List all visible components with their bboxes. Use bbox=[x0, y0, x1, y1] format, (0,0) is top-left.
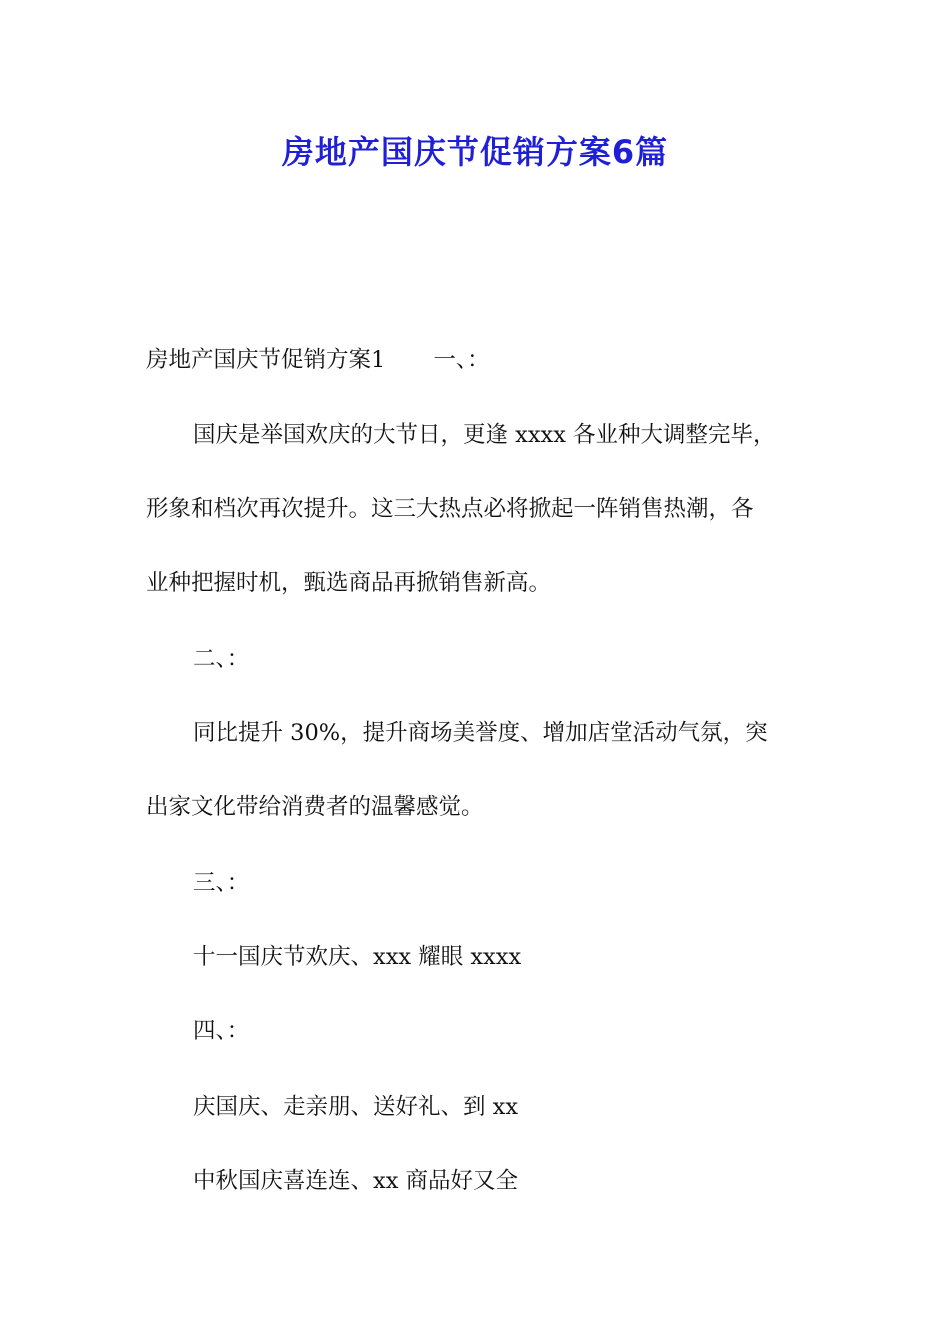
item-heading-2: 二、： bbox=[193, 646, 250, 672]
paragraph-4-line-2: 中秋国庆喜连连、xx 商品好又全 bbox=[193, 1168, 519, 1194]
paragraph-2-line-1: 同比提升 30%，提升商场美誉度、增加店堂活动气氛，突 bbox=[193, 720, 768, 746]
paragraph-4-line-1: 庆国庆、走亲朋、送好礼、到 xx bbox=[193, 1094, 519, 1120]
section-heading-item: 一、： bbox=[433, 347, 490, 373]
paragraph-1-line-1: 国庆是举国欢庆的大节日，更逢 xxxx 各业种大调整完毕， bbox=[193, 422, 776, 448]
item-heading-3: 三、： bbox=[193, 870, 250, 896]
paragraph-3-line-1: 十一国庆节欢庆、xxx 耀眼 xxxx bbox=[193, 944, 522, 970]
section-heading-line bbox=[146, 343, 816, 377]
paragraph-2-line-2: 出家文化带给消费者的温馨感觉。 bbox=[146, 794, 484, 820]
item-heading-4: 四、： bbox=[193, 1018, 250, 1044]
paragraph-1-line-2: 形象和档次再次提升。这三大热点必将掀起一阵销售热潮，各 bbox=[146, 496, 754, 522]
document-title: 房地产国庆节促销方案6篇 bbox=[281, 133, 669, 171]
section-heading: 房地产国庆节促销方案1 bbox=[146, 347, 386, 373]
paragraph-1-line-3: 业种把握时机，甄选商品再掀销售新高。 bbox=[146, 570, 552, 596]
